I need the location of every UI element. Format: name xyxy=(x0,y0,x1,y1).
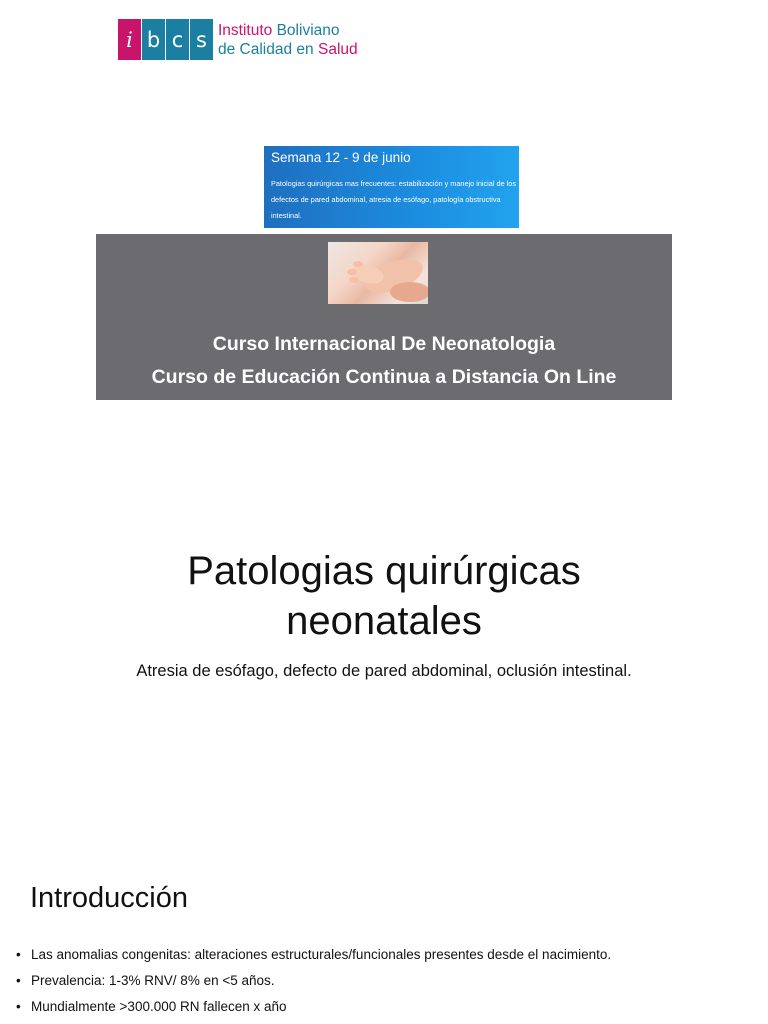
intro-bullet: • Las anomalias congenitas: alteraciones estructurales/funcionales presentes desde el nacimiento. xyxy=(16,944,611,970)
logo-letter-i: i xyxy=(118,19,141,60)
week-description: Patologias quirúrgicas mas frecuentes: estabilización y manejo inicial de los defectos de pared abdominal, atresia de esófago, patología obstructiva intestinal. xyxy=(271,179,516,220)
baby-hand-photo xyxy=(328,242,428,304)
logo-word-calidad: de Calidad en xyxy=(218,40,314,58)
intro-bullet-list xyxy=(16,944,611,1022)
slide-title-line2: neonatales xyxy=(286,599,482,643)
logo-word-boliviano: Boliviano xyxy=(276,21,340,39)
logo-word-salud: Salud xyxy=(317,40,358,58)
logo-letter-s: s xyxy=(190,19,213,60)
logo-word-instituto: Instituto xyxy=(218,21,273,39)
slide-title xyxy=(0,546,768,646)
intro-heading: Introducción xyxy=(30,882,188,914)
week-banner xyxy=(264,146,519,228)
course-title-line1: Curso Internacional De Neonatologia xyxy=(212,333,556,355)
slide-subtitle: Atresia de esófago, defecto de pared abdominal, oclusión intestinal. xyxy=(136,662,632,680)
baby-hand-image xyxy=(328,242,428,304)
week-title: Semana 12 - 9 de junio xyxy=(271,150,411,165)
slide-title-line1: Patologias quirúrgicas xyxy=(187,549,581,593)
course-panel xyxy=(96,234,672,400)
intro-bullet: • Prevalencia: 1-3% RNV/ 8% en <5 años. xyxy=(16,970,611,996)
logo-letter-b: b xyxy=(142,19,165,60)
logo-letter-c: c xyxy=(166,19,189,60)
intro-bullet: • Mundialmente >300.000 RN fallecen x año xyxy=(16,996,611,1022)
ibcs-logo xyxy=(118,19,358,60)
logo-wordmark xyxy=(218,21,358,59)
course-title-line2: Curso de Educación Continua a Distancia On Line xyxy=(151,366,617,388)
